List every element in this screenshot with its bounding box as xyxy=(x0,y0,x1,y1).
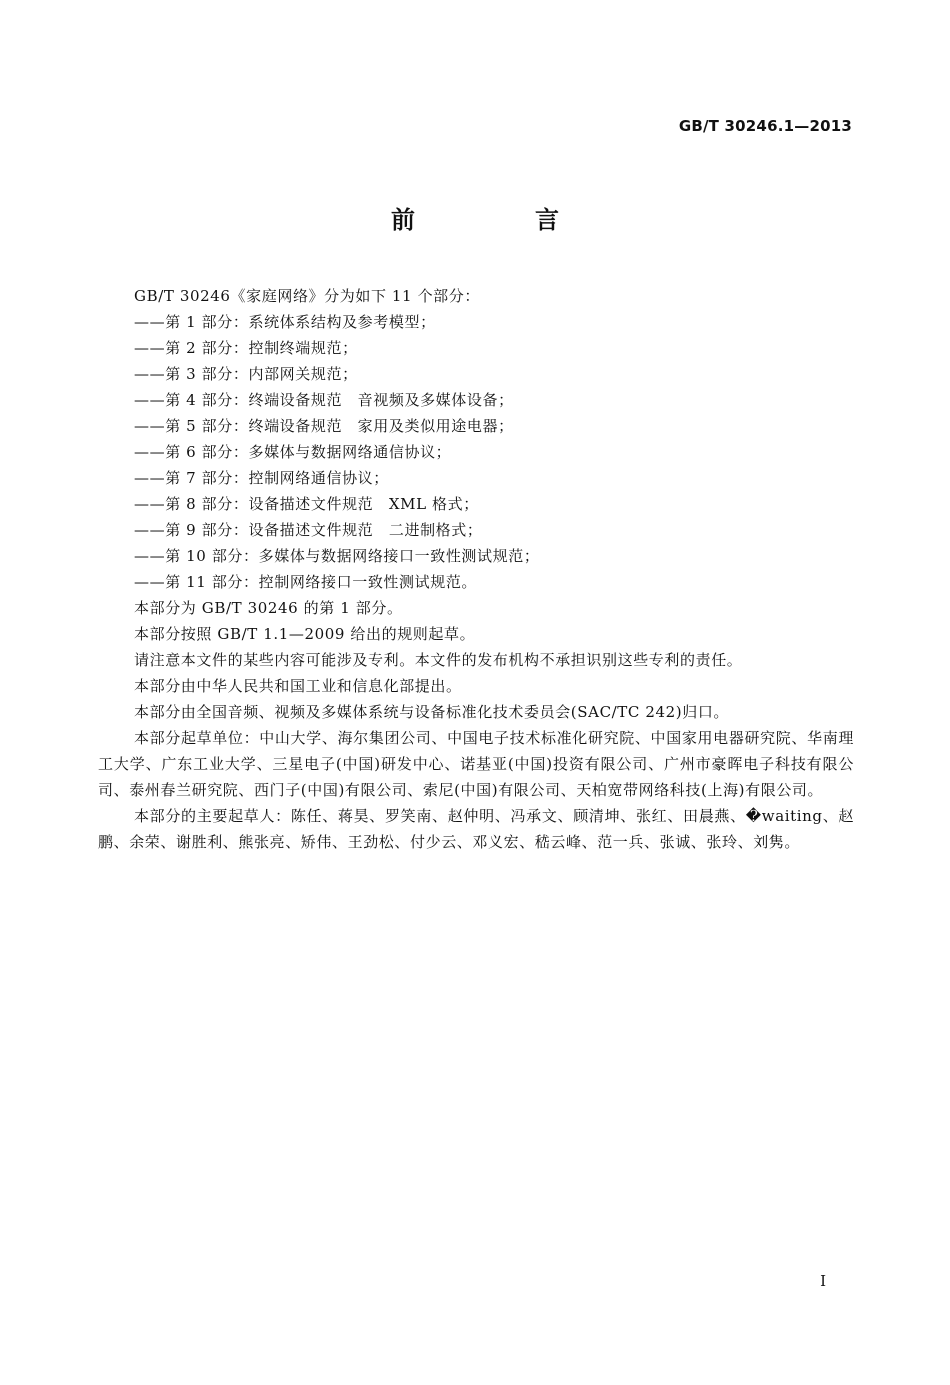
foreword-body xyxy=(98,283,854,855)
paragraph-managed-by: 本部分由全国音频、视频及多媒体系统与设备标准化技术委员会(SAC/TC 242)归口。 xyxy=(134,703,730,721)
part-item: ——第 3 部分：内部网关规范； xyxy=(134,365,358,383)
paragraph-patent-notice: 请注意本文件的某些内容可能涉及专利。本文件的发布机构不承担识别这些专利的责任。 xyxy=(134,651,743,669)
paragraph-drafting-rules: 本部分按照 GB/T 1.1—2009 给出的规则起草。 xyxy=(134,625,476,643)
part-item: ——第 11 部分：控制网络接口一致性测试规范。 xyxy=(134,573,478,591)
part-item: ——第 6 部分：多媒体与数据网络通信协议； xyxy=(134,443,452,461)
page-number: I xyxy=(820,1272,826,1290)
part-item: ——第 5 部分：终端设备规范 家用及类似用途电器； xyxy=(134,417,514,435)
intro-paragraph: GB/T 30246《家庭网络》分为如下 11 个部分： xyxy=(134,287,480,305)
part-item: ——第 1 部分：系统体系结构及参考模型； xyxy=(134,313,436,331)
part-item: ——第 4 部分：终端设备规范 音视频及多媒体设备； xyxy=(134,391,514,409)
standard-code: GB/T 30246.1—2013 xyxy=(678,117,852,135)
part-item: ——第 9 部分：设备描述文件规范 二进制格式； xyxy=(134,521,483,539)
paragraph-drafters: 本部分的主要起草人：陈任、蒋昊、罗笑南、赵仲明、冯承文、顾清坤、张红、田晨燕、�waiting、赵鹏、余荣、谢胜利、熊张亮、矫伟、王劲松、付少云、邓义宏、嵇云峰、范一兵、张诚、张玲、刘隽。 xyxy=(98,807,854,851)
paragraph-part-number: 本部分为 GB/T 30246 的第 1 部分。 xyxy=(134,599,403,617)
part-item: ——第 7 部分：控制网络通信协议； xyxy=(134,469,389,487)
part-item: ——第 8 部分：设备描述文件规范 XML 格式； xyxy=(134,495,479,513)
part-item: ——第 2 部分：控制终端规范； xyxy=(134,339,358,357)
paragraph-drafting-units: 本部分起草单位：中山大学、海尔集团公司、中国电子技术标准化研究院、中国家用电器研究院、华南理工大学、广东工业大学、三星电子(中国)研发中心、诺基亚(中国)投资有限公司、广州市豪晖电子科技有限公司、泰州春兰研究院、西门子(中国)有限公司、索尼(中国)有限公司、天柏宽带网络科技(上海)有限公司。 xyxy=(98,729,854,799)
part-item: ——第 10 部分：多媒体与数据网络接口一致性测试规范； xyxy=(134,547,540,565)
paragraph-proposed-by: 本部分由中华人民共和国工业和信息化部提出。 xyxy=(134,677,462,695)
page-title: 前 言 xyxy=(391,206,607,234)
